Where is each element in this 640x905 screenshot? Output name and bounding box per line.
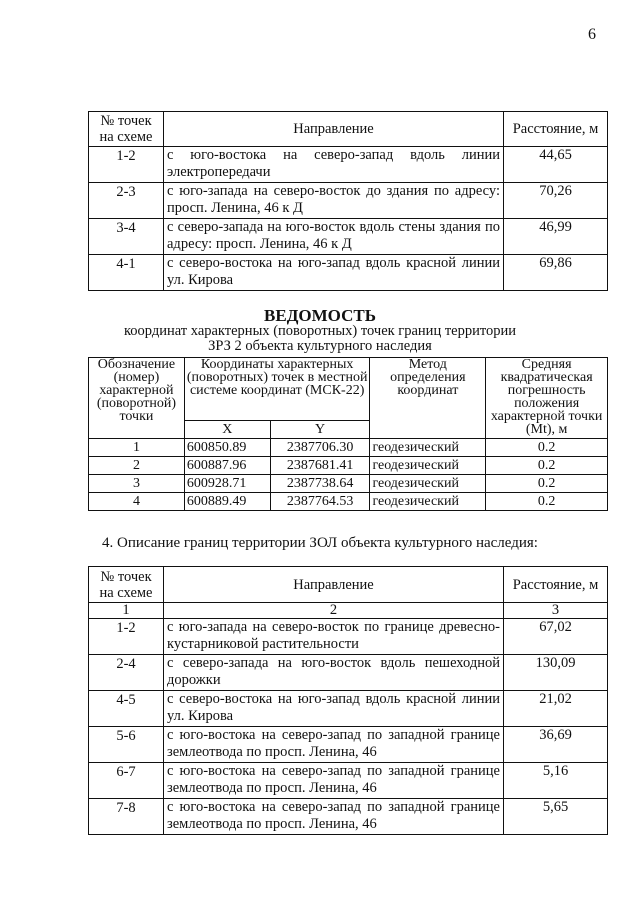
row-direction: с юго-запада на северо-восток до здания по адресу: просп. Ленина, 46 к Д	[164, 183, 504, 219]
coord-x: 600928.71	[184, 475, 270, 493]
table-row	[89, 475, 608, 493]
coord-x: 600850.89	[184, 439, 270, 457]
coord-y: 2387764.53	[270, 493, 370, 511]
table-row	[89, 255, 608, 291]
row-distance: 67,02	[504, 619, 608, 655]
row-direction: с северо-запада на юго-восток вдоль стены здания по адресу: просп. Ленина, 46 к Д	[164, 219, 504, 255]
table-header-row	[89, 112, 608, 147]
point-number: 2	[89, 457, 185, 475]
header-points: № точек на схеме	[89, 567, 164, 603]
header-distance: Расстояние, м	[504, 567, 608, 603]
table-row	[89, 619, 608, 655]
row-distance: 46,99	[504, 219, 608, 255]
coord-y: 2387738.64	[270, 475, 370, 493]
header-distance: Расстояние, м	[504, 112, 608, 147]
row-direction: с юго-востока на северо-запад вдоль линии электропередачи	[164, 147, 504, 183]
row-direction: с юго-востока на северо-запад по западной границе землеотвода по просп. Ленина, 46	[164, 763, 504, 799]
method: геодезический	[370, 493, 486, 511]
table-row	[89, 493, 608, 511]
row-points: 4-5	[89, 691, 164, 727]
header-x: X	[184, 420, 270, 438]
row-points: 6-7	[89, 763, 164, 799]
mt-value: 0.2	[486, 457, 608, 475]
table-row	[89, 457, 608, 475]
table-row	[89, 439, 608, 457]
statement-subtitle-2: ЗРЗ 2 объекта культурного наследия	[208, 338, 432, 354]
table-row	[89, 219, 608, 255]
row-direction: с юго-востока на северо-запад по западной границе землеотвода по просп. Ленина, 46	[164, 799, 504, 835]
row-direction: с юго-востока на северо-запад по западной границе землеотвода по просп. Ленина, 46	[164, 727, 504, 763]
row-distance: 36,69	[504, 727, 608, 763]
row-points: 5-6	[89, 727, 164, 763]
row-distance: 70,26	[504, 183, 608, 219]
method: геодезический	[370, 475, 486, 493]
coord-y: 2387706.30	[270, 439, 370, 457]
point-number: 4	[89, 493, 185, 511]
column-index: 2	[164, 603, 504, 619]
column-index: 3	[504, 603, 608, 619]
row-direction: с северо-запада на юго-восток вдоль пешеходной дорожки	[164, 655, 504, 691]
table-header-row	[89, 358, 608, 421]
header-error: Средняя квадратическая погрешность положения характерной точки (Mt), м	[486, 358, 608, 439]
header-y: Y	[270, 420, 370, 438]
row-distance: 130,09	[504, 655, 608, 691]
row-points: 1-2	[89, 619, 164, 655]
column-index-row	[89, 603, 608, 619]
header-direction: Направление	[164, 567, 504, 603]
table-row	[89, 727, 608, 763]
point-number: 1	[89, 439, 185, 457]
row-points: 1-2	[89, 147, 164, 183]
row-distance: 5,65	[504, 799, 608, 835]
coord-y: 2387681.41	[270, 457, 370, 475]
coord-x: 600887.96	[184, 457, 270, 475]
row-points: 3-4	[89, 219, 164, 255]
method: геодезический	[370, 457, 486, 475]
row-direction: с северо-востока на юго-запад вдоль красной линии ул. Кирова	[164, 691, 504, 727]
mt-value: 0.2	[486, 493, 608, 511]
mt-value: 0.2	[486, 439, 608, 457]
header-points: № точек на схеме	[89, 112, 164, 147]
page-number: 6	[588, 26, 596, 43]
row-direction: с северо-востока на юго-запад вдоль красной линии ул. Кирова	[164, 255, 504, 291]
table-header-row	[89, 567, 608, 603]
point-number: 3	[89, 475, 185, 493]
statement-subtitle-1: координат характерных (поворотных) точек границ территории	[123, 323, 517, 339]
boundary-table-zrz2	[88, 111, 608, 291]
row-points: 7-8	[89, 799, 164, 835]
header-method: Метод определения координат	[370, 358, 486, 439]
section-heading: 4. Описание границ территории ЗОЛ объекта культурного наследия:	[102, 535, 538, 551]
table-row	[89, 183, 608, 219]
table-row	[89, 763, 608, 799]
table-row	[89, 691, 608, 727]
statement-title: ВЕДОМОСТЬ	[264, 306, 376, 325]
row-distance: 69,86	[504, 255, 608, 291]
header-direction: Направление	[164, 112, 504, 147]
header-point-id: Обозначение (номер) характерной (поворотной) точки	[89, 358, 185, 439]
method: геодезический	[370, 439, 486, 457]
column-index: 1	[89, 603, 164, 619]
table-row	[89, 655, 608, 691]
row-distance: 5,16	[504, 763, 608, 799]
row-distance: 21,02	[504, 691, 608, 727]
header-coordinates: Координаты характерных (поворотных) точек в местной системе координат (МСК-22)	[184, 358, 370, 421]
row-direction: с юго-запада на северо-восток по границе древесно-кустарниковой растительности	[164, 619, 504, 655]
boundary-table-zol	[88, 566, 608, 835]
coord-x: 600889.49	[184, 493, 270, 511]
row-points: 2-4	[89, 655, 164, 691]
row-points: 4-1	[89, 255, 164, 291]
row-points: 2-3	[89, 183, 164, 219]
table-row	[89, 799, 608, 835]
row-distance: 44,65	[504, 147, 608, 183]
table-row	[89, 147, 608, 183]
mt-value: 0.2	[486, 475, 608, 493]
coordinates-table	[88, 357, 608, 511]
